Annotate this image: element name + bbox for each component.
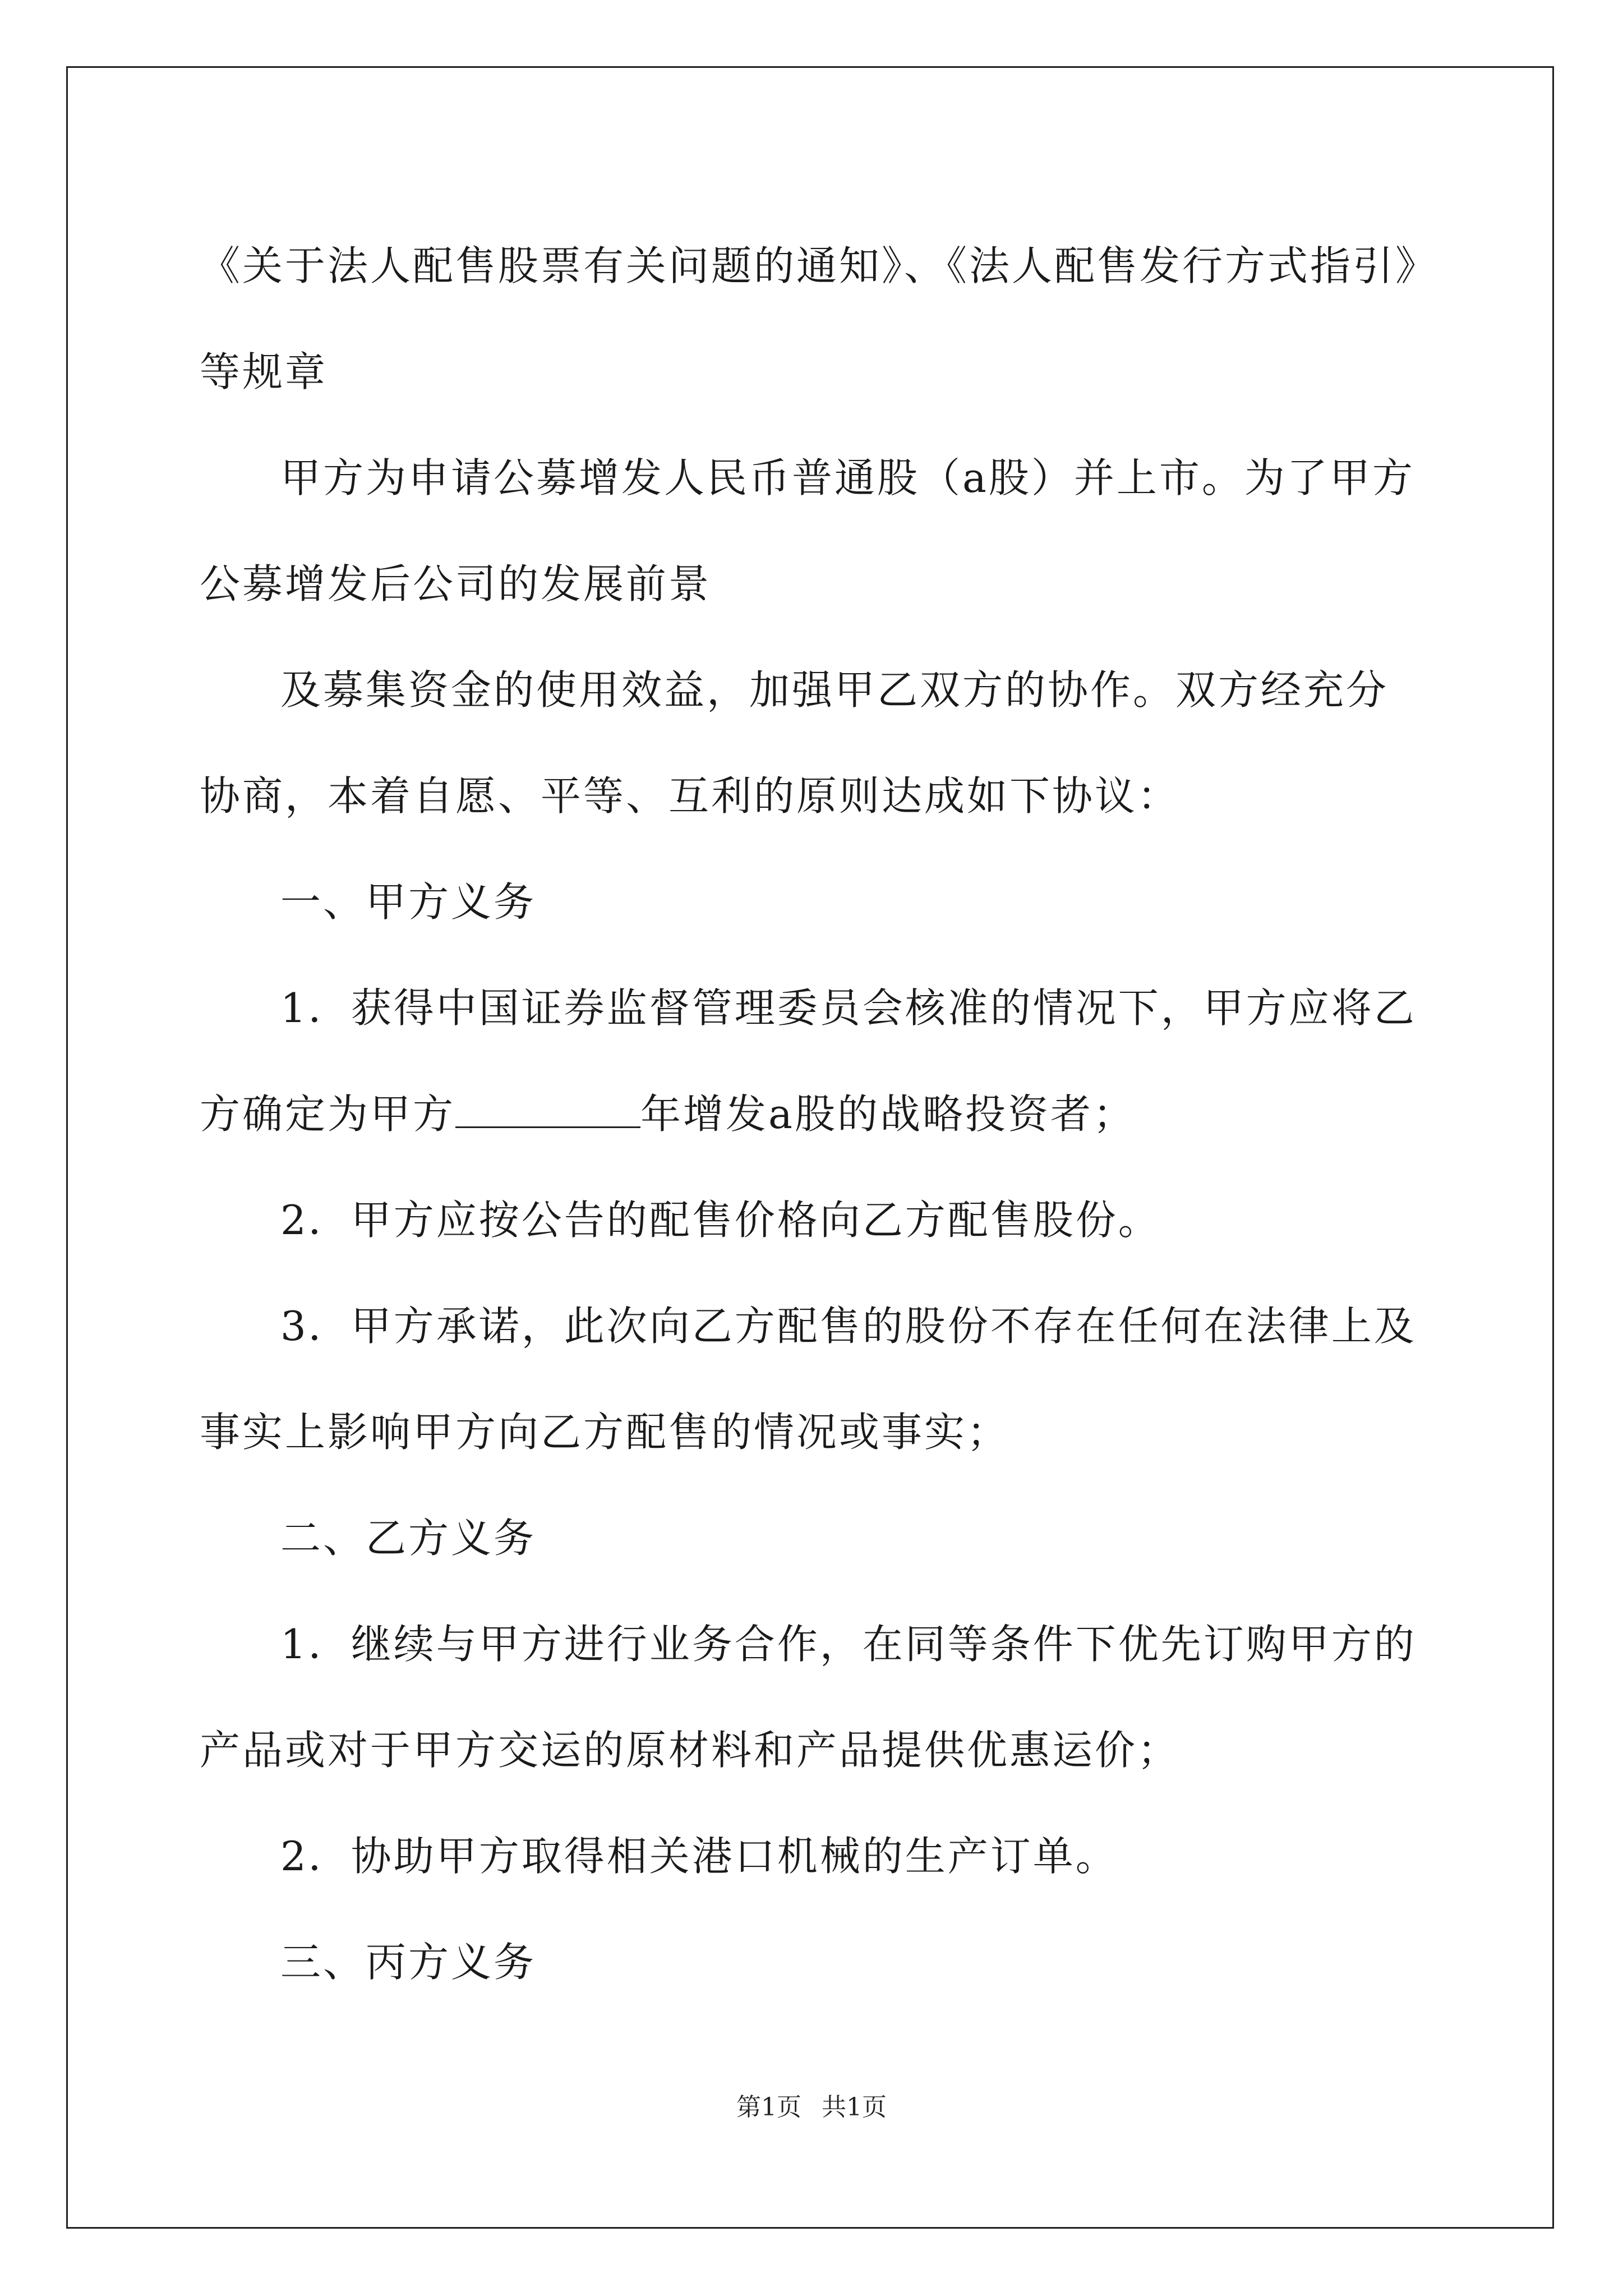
paragraph-regulations: 《关于法人配售股票有关问题的通知》、《法人配售发行方式指引》等规章	[200, 242, 1418, 395]
clause-a-3: 3．甲方承诺，此次向乙方配售的股份不存在任何在法律上及事实上影响甲方向乙方配售的情况或事实；	[200, 1303, 1417, 1456]
page-total: 共1页	[822, 2093, 887, 2122]
clause-a-1-tail: 年增发a股的战略投资者；	[640, 1091, 1136, 1138]
page-footer	[0, 2087, 1623, 2123]
section-heading-party-a: 一、甲方义务	[280, 878, 537, 926]
clause-b-1: 1．继续与甲方进行业务合作，在同等条件下优先订购甲方的产品或对于甲方交运的原材料和产品提供优惠运价；	[200, 1621, 1417, 1774]
clause-a-2: 2．甲方应按公告的配售价格向乙方配售股份。	[280, 1197, 1161, 1244]
clause-a-1-text: 1．获得中国证券监督管理委员会核准的情况下，甲方应将乙方确定为甲方	[200, 984, 1417, 1138]
section-heading-party-b: 二、乙方义务	[280, 1515, 537, 1562]
clause-a-1	[200, 955, 1428, 1167]
clause-b-2: 2．协助甲方取得相关港口机械的生产订单。	[280, 1833, 1118, 1880]
paragraph-agreement-intro: 及募集资金的使用效益，加强甲乙双方的协作。双方经充分协商，本着自愿、平等、互利的原则达成如下协议：	[200, 666, 1389, 820]
page-number: 第1页	[736, 2093, 801, 2122]
section-heading-party-c: 三、丙方义务	[280, 1939, 537, 1986]
document-body	[200, 213, 1428, 2016]
year-blank-line	[455, 1093, 640, 1128]
paragraph-purpose: 甲方为申请公募增发人民币普通股（a股）并上市。为了甲方公募增发后公司的发展前景	[200, 454, 1415, 608]
